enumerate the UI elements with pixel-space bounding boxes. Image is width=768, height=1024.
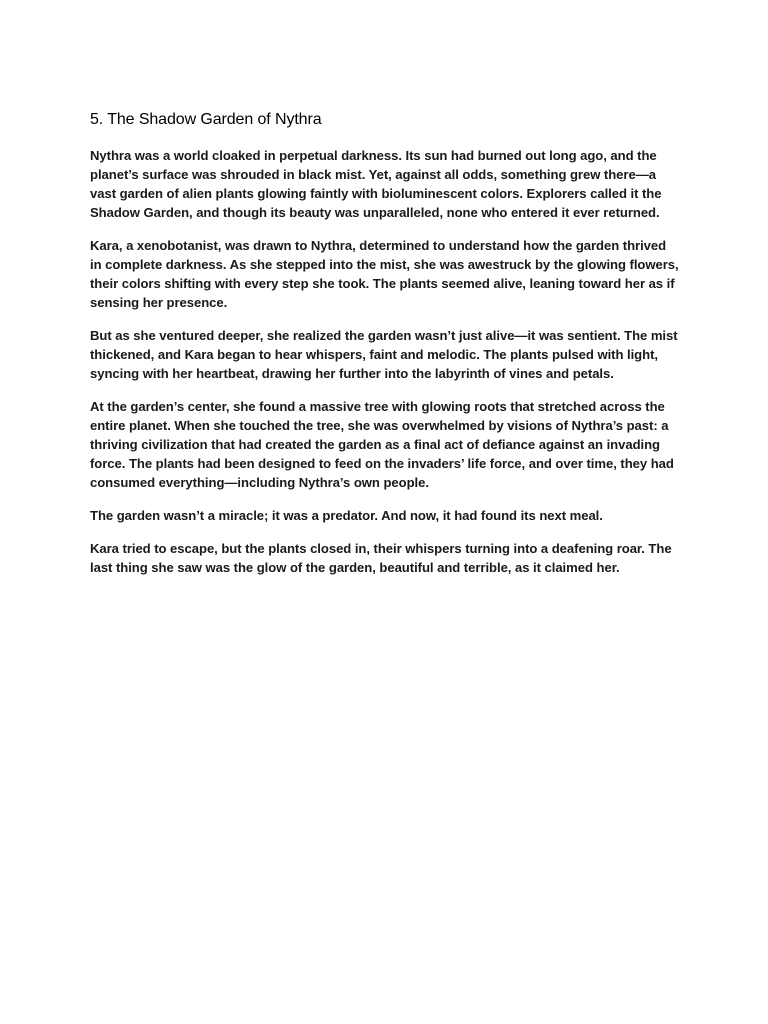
paragraph: At the garden’s center, she found a massive tree with glowing roots that stretched across the entire planet. When she touched the tree, she was overwhelmed by visions of Nythra’s past: a thriving civilization that had created the garden as a final act of defiance against an invading force. The plants had been designed to feed on the invaders’ life force, and over time, they had consumed everything—including Nythra’s own people.: [90, 399, 674, 490]
paragraph: Kara, a xenobotanist, was drawn to Nythra, determined to understand how the garden thrived in complete darkness. As she stepped into the mist, she was awestruck by the glowing flowers, their colors shifting with every step she took. The plants seemed alive, leaning toward her as if sensing her presence.: [90, 238, 679, 310]
paragraph: Nythra was a world cloaked in perpetual darkness. Its sun had burned out long ago, and the planet’s surface was shrouded in black mist. Yet, against all odds, something grew there—a vast garden of alien plants glowing faintly with bioluminescent colors. Explorers called it the Shadow Garden, and though its beauty was unparalleled, none who entered it ever returned.: [90, 148, 662, 220]
document-page: [90, 110, 680, 591]
paragraph: But as she ventured deeper, she realized the garden wasn’t just alive—it was sentient. The mist thickened, and Kara began to hear whispers, faint and melodic. The plants pulsed with light, syncing with her heartbeat, drawing her further into the labyrinth of vines and petals.: [90, 328, 678, 381]
story-title: 5. The Shadow Garden of Nythra: [90, 111, 322, 128]
paragraph: Kara tried to escape, but the plants closed in, their whispers turning into a deafening roar. The last thing she saw was the glow of the garden, beautiful and terrible, as it claimed her.: [90, 541, 672, 575]
paragraph: The garden wasn’t a miracle; it was a predator. And now, it had found its next meal.: [90, 508, 603, 523]
